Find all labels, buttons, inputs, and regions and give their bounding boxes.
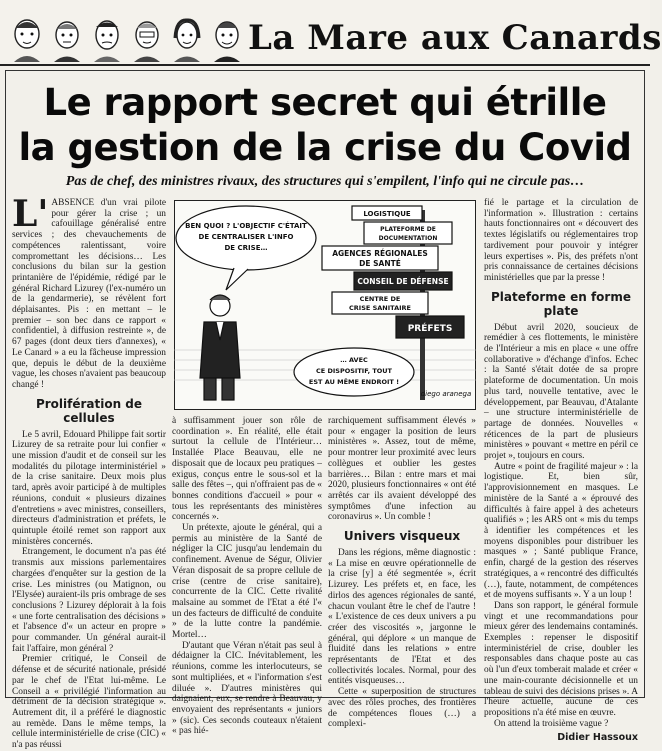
- masthead-title: La Mare aux Canards: [248, 18, 662, 58]
- masthead: [0, 0, 662, 66]
- caricature-icon: [88, 14, 126, 62]
- subheading: Plateforme en forme plate: [491, 289, 631, 318]
- standfirst: Pas de chef, des ministres rivaux, des structures qui s'empilent, l'info qui ne circule pas…: [65, 174, 585, 189]
- article-column-4: [484, 198, 638, 744]
- headline: [10, 80, 640, 170]
- caricature-icon: [128, 14, 166, 62]
- article-column-3: [328, 416, 476, 730]
- article-column-2: [172, 416, 322, 737]
- paragraph: Etrangement, le document n'a pas été transmis aux missions parlementaires chargées d'enquêter sur la gestion de la crise. Les ministres (ou Matignon, ou l'Elysée) auraient-ils pris ombrage de ses conclusions ? Lizurey déplorait à la fois « une forte centralisation des décisions » et l'absence d'« un acteur en propre » pour commander. Un général aurait-il fait l'affaire, mon général ?: [12, 547, 166, 654]
- paragraph: Un prétexte, ajoute le général, qui a permis au ministère de la Santé de négliger la CIC jusqu'au lendemain du confinement. Avenue de Ségur, Olivier Véran disposait de sa propre cellule de crise (centre de crise sanitaire), concurrente de la CIC. Cette rivalité malsaine au sommet de l'Etat a été l'« un des facteurs de difficulté de conduite » de la lutte contre la pandémie. Mortel…: [172, 523, 322, 641]
- paragraph: On attend la troisième vague ?: [494, 718, 609, 729]
- headline-line-2: la gestion de la crise du Covid: [18, 126, 632, 169]
- author-signature: Didier Hassoux: [557, 732, 638, 744]
- sign-label: PLATEFORME DE: [380, 226, 436, 233]
- svg-text:… AVEC: … AVEC: [340, 356, 368, 364]
- svg-text:EST AU MÊME ENDROIT !: EST AU MÊME ENDROIT !: [308, 378, 400, 386]
- caricature-icon: [48, 14, 86, 62]
- cartoon-illustration: [174, 200, 476, 410]
- sign-label: DOCUMENTATION: [378, 235, 438, 242]
- paragraph: Cette « superposition de structures avec des rôles proches, des frontières de compétences floues (…) a complexi-: [328, 687, 476, 730]
- paragraph: Début avril 2020, soucieux de remédier à ces flottements, le ministère de l'Intérieur a mis en place « une offre collaborative » d'échange d'infos. Echec : la Santé s'était dotée de sa propre plateforme de documentation. Un mois plus tard, nouvelle tentative, avec le développement, par Beauvau, d'Atalante – une structure interministérielle de partage de données. Nouvelles « réticences de la part de plusieurs ministères » pouvant « mettre en péril ce projet », toujours en cours.: [484, 322, 638, 462]
- paragraph: fié le partage et la circulation de l'information ». Illustration : certains hauts fonctionnaires ont « découvert des textes législatifs ou réglementaires trop tardivement pour pouvoir y intégrer leurs expertises ». Pis, des préfets n'ont pris connaissance de certaines décisions ministérielles que par la presse !: [484, 198, 638, 283]
- cartoon-signature: diego aranega: [420, 390, 472, 398]
- sign-label: DE SANTÉ: [359, 259, 401, 268]
- paragraph: D'autant que Véran n'était pas seul à dédaigner la CIC. Inévitablement, les réunions, comme les interlocuteurs, se sont multipliées, et « l'information s'est diluée ». D'autres ministères qui daignaient, eux, se rendre à Beauvau, y envoyaient des représentants « juniors » (sic). Ces seconds couteaux n'étaient « pas hié-: [172, 640, 322, 737]
- subheading: Univers visqueux: [343, 529, 461, 544]
- sign-label: CONSEIL DE DÉFENSE: [357, 277, 449, 286]
- paragraph: L'ABSENCE d'un vrai pilote pour gérer la crise ; un cafouillage généralisé entre services ; des chevauchements de compétences ralentissant, voire compromettant les décisions… Les conclusions du bilan sur la gestion printanière de l'épidémie, rédigé par le général Richard Lizurey (l'ex-numéro un de la gendarmerie), se révèlent fort déplaisantes. Pis : en mettant – le premier – son bec dans ce rapport « confidentiel, à diffusion restreinte », de 67 pages (dont deux tiers d'annexes), « Le Canard » a eu la fâcheuse impression que, depuis le début de la deuxième vague, les choses n'avaient pas beaucoup changé !: [12, 193, 166, 390]
- sign-label: AGENCES RÉGIONALES: [332, 249, 428, 258]
- paragraph: Le 5 avril, Edouard Philippe fait sortir Lizurey de sa retraite pour lui confier « une mission d'audit et de conseil sur les modalités du pilotage interministériel » de la crise sanitaire. Deux mois plus tard, après avoir participé à de multiples réunions, conduit « plusieurs dizaines d'entretiens » avec ministres, conseillers, directeurs d'administration et préfets, le quintuple étoilé remet son rapport aux ministères concernés.: [12, 429, 166, 547]
- paragraph: Dans son rapport, le général formule vingt et une recommandations pour mieux gérer des lendemains contaminés. Exemples : repenser le dispositif interministériel de crise, doubler les responsables dans chaque poste au cas où l'un d'eux tomberait malade et créer « une main-courante décisionnelle et un tableau de suivi des décisions prises ». A l'heure actuelle, aucune de ces propositions n'a été mise en œuvre.: [484, 600, 638, 718]
- sign-label: CRISE SANITAIRE: [349, 304, 411, 312]
- paragraph: rarchiquement suffisamment élevés » pour « engager la position de leurs ministères ». Assez, tout de même, pour montrer leur proximité avec leurs collègues et oublier les gestes barrières… Bilan : entre mars et mai 2020, plusieurs fonctionnaires « ont été arrêtés car ils avaient développé des symptômes d'une infection au coronavirus ». Un comble !: [328, 416, 476, 523]
- svg-text:DE CENTRALISER L'INFO: DE CENTRALISER L'INFO: [198, 233, 294, 241]
- sign-label: PRÉFETS: [407, 324, 453, 334]
- sign-label: CENTRE DE: [359, 295, 401, 303]
- speech-bubble: [294, 348, 414, 396]
- paragraph: Autre « point de fragilité majeur » : la logistique. Et, bien sûr, l'approvisionnement en masques. Le ministère de la Santé a « éprouvé des difficultés à faire appel à des acheteurs qualifiés » ; les ARS ont « mis du temps à identifier les compétences et les moyens disponibles pour distribuer les masques » ; Santé publique France, enfin, chargé de la gestion des réserves stratégiques, a « rencontré des difficultés (…), faute, notamment, de compétences et de moyens suffisants ». Y a un loup !: [484, 461, 638, 601]
- article-column-1: [12, 193, 166, 751]
- paragraph: Premier critiqué, le Conseil de défense et de sécurité nationale, présidé par le chef de l'Etat lui-même. Le Conseil a « privilégié l'information au détriment de la décision stratégique ». Autrement dit, il a préféré le diagnostic au remède. Dans le même temps, la cellule interministérielle de crise (CIC) « n'a pas réussi: [12, 654, 166, 751]
- paragraph: Dans les régions, même diagnostic : « La mise en œuvre opérationnelle de la crise [y] a été segmentée », écrit Lizurey. Les préfets et, en face, les dirlos des agences régionales de santé, chacun voulant être le chef de l'autre ! « L'existence de ces deux univers a pu créer des viscosités », jargonne le général, qui déplore « un manque de fluidité dans les relations » entre représentants de l'Etat et des collectivités locales. Normal, pour des entités visqueuses…: [328, 548, 476, 687]
- caricature-icon: [208, 14, 246, 62]
- subheading: Prolifération de cellules: [35, 396, 143, 425]
- caricature-icon: [8, 14, 46, 62]
- paragraph: à suffisamment jouer son rôle de coordination ». En réalité, elle était surtout la cellule de l'Intérieur… Installée Place Beauvau, elle ne disposait que de locaux peu pratiques – exigus, conçus entre le sous-sol et la salle des fêtes –, qui n'offraient pas de « bonnes conditions d'accueil » pour « tous les représentants des ministères concernés ».: [172, 416, 322, 523]
- caricature-icon: [168, 14, 206, 62]
- sign-label: LOGISTIQUE: [363, 210, 411, 218]
- headline-line-1: Le rapport secret qui étrille: [43, 81, 607, 124]
- svg-text:BEN QUOI ? L'OBJECTIF C'ÉTAIT: BEN QUOI ? L'OBJECTIF C'ÉTAIT: [185, 222, 307, 230]
- masthead-caricatures: [8, 14, 244, 62]
- svg-text:CE DISPOSITIF, TOUT: CE DISPOSITIF, TOUT: [315, 367, 393, 375]
- svg-text:DE CRISE…: DE CRISE…: [224, 244, 268, 252]
